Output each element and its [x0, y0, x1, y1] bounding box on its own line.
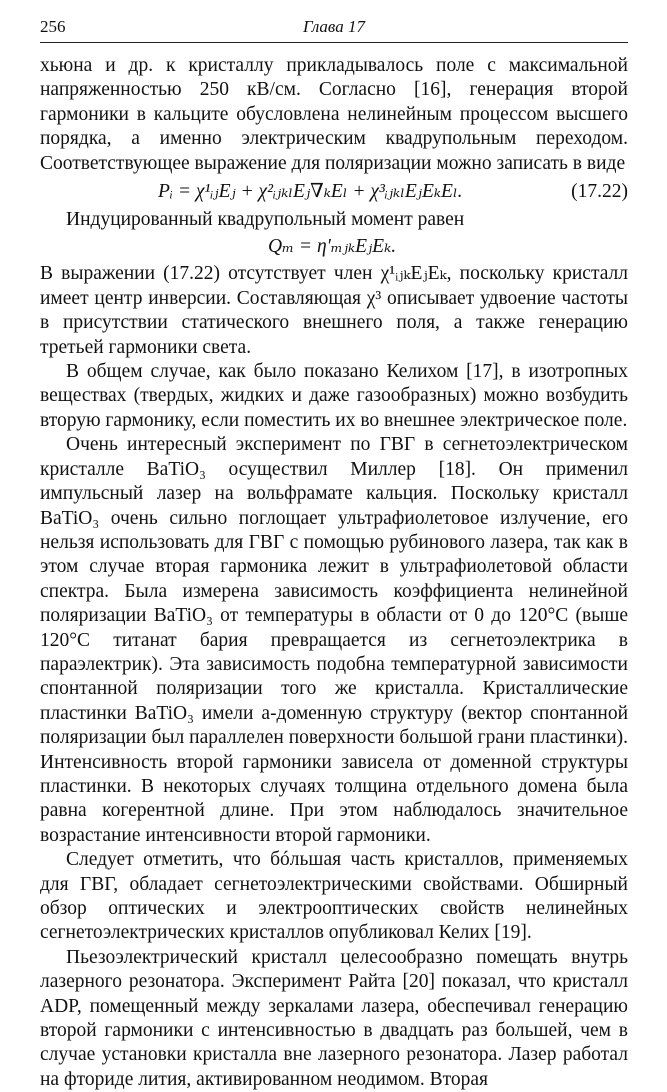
- running-header: [40, 14, 628, 40]
- chapter-title: Глава 17: [303, 17, 365, 36]
- paragraph-2: Индуцированный квадрупольный момент равен: [66, 209, 465, 231]
- paragraph-1: хьюна и др. к кристаллу прикладывалось поле с максимальной напряженностью 250 кВ/см. Согласно [16], генерация второй гармоники в кальците обусловлена нелинейным процессом высшего порядка, а именно электрическим квадрупольным переходом. Соответствующее выражение для поляризации можно записать в виде: [40, 55, 628, 174]
- paragraph-4: В общем случае, как было показано Келихом [17], в изотропных веществах (твердых, жидких и даже газообразных) можно возбудить вторую гармонику, если поместить их во внешнее электрическое поле.: [40, 361, 628, 431]
- page-number: 256: [40, 17, 66, 36]
- paragraph-7: Пьезоэлектрический кристалл целесообразно помещать внутрь лазерного резонатора. Эксперимент Райта [20] показал, что кристалл ADP, помещенный между зеркалами лазера, обеспечивал генерацию второй гармоники с интенсивностью в двадцать раз большей, чем в случае установки кристалла вне лазерного резонатора. Лазер работал на фториде лития, активированном неодимом. Вторая: [40, 946, 628, 1090]
- equation-17-22: [40, 176, 628, 208]
- equation-quadrupole: Qₘ = η′ₘⱼₖEⱼEₖ.: [268, 236, 397, 258]
- header-rule: [40, 42, 628, 43]
- page-body: [40, 54, 628, 1092]
- paragraph-3: В выражении (17.22) отсутствует член χ¹ᵢⱼₖEⱼEₖ, поскольку кристалл имеет центр инверсии. Составляющая χ³ описывает удвоение частоты в присутствии статического внешнего поля, а также генерацию третьей гармоники света.: [40, 263, 628, 358]
- equation-formula: Pᵢ = χ¹ᵢⱼEⱼ + χ²ᵢⱼₖₗEⱼ∇ₖEₗ + χ³ᵢⱼₖₗEⱼEₖEₗ.: [158, 181, 463, 203]
- paragraph-5: Очень интересный эксперимент по ГВГ в сегнетоэлектрическом кристалле BaTiO₃ осуществил Миллер [18]. Он применил импульсный лазер на вольфрамате кальция. Поскольку кристалл BaTiO₃ очень сильно поглощает ультрафиолетовое излучение, его нельзя использовать для ГВГ с помощью рубинового лазера, так как в этом случае вторая гармоника лежит в ультрафиолетовой области спектра. Была измерена зависимость коэффициента нелинейной поляризации BaTiO₃ от температуры в области от 0 до 120°С (выше 120°С титанат бария превращается из сегнетоэлектрика в параэлектрик). Эта зависимость подобна температурной зависимости спонтанной поляризации того же кристалла. Кристаллические пластинки BaTiO₃ имели a-доменную структуру (вектор спонтанной поляризации был параллелен поверхности большой грани пластинки). Интенсивность второй гармоники зависела от доменной структуры пластинки. В некоторых случаях толщина отдельного домена была равна когерентной длине. При этом наблюдалось значительное возрастание интенсивности второй гармоники.: [40, 434, 628, 846]
- equation-number: (17.22): [571, 181, 628, 203]
- paragraph-6: Следует отметить, что бóльшая часть кристаллов, применяемых для ГВГ, обладает сегнетоэлектрическими свойствами. Обширный обзор оптических и электрооптических свойств нелинейных сегнетоэлектрических кристаллов опубликовал Келих [19].: [40, 849, 628, 944]
